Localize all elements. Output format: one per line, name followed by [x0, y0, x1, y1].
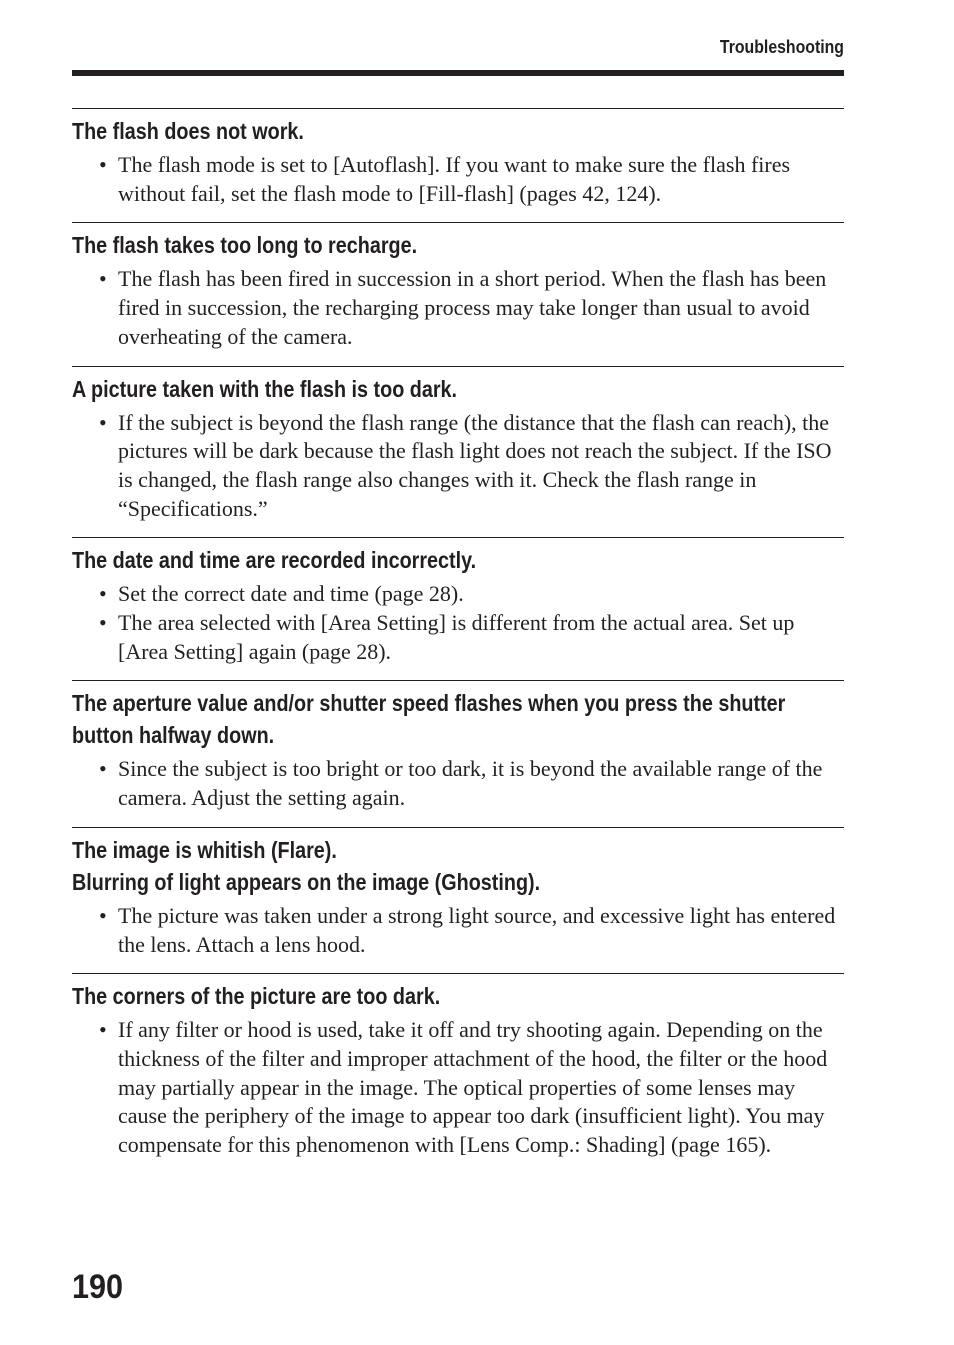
bullet-list	[72, 902, 844, 959]
trouble-section	[72, 680, 844, 812]
trouble-section	[72, 827, 844, 959]
section-heading	[72, 834, 842, 898]
bullet-item: • The picture was taken under a strong light source, and excessive light has entered the lens. Attach a lens hood.	[118, 902, 844, 959]
bullet-list	[72, 151, 844, 208]
trouble-section	[72, 222, 844, 351]
bullet-item: • Since the subject is too bright or too dark, it is beyond the available range of the camera. Adjust the setting again.	[118, 755, 844, 812]
bullet-item: • If the subject is beyond the flash range (the distance that the flash can reach), the pictures will be dark because the flash light does not reach the subject. If the ISO is changed, the flash range also changes with it. Check the flash range in “Specifications.”	[118, 409, 844, 524]
heading-line: A picture taken with the flash is too dark.	[72, 375, 458, 402]
bullet-list	[72, 1016, 844, 1160]
bullet-list	[72, 409, 844, 524]
bullet-item: • The flash mode is set to [Autoflash]. If you want to make sure the flash fires without fail, set the flash mode to [Fill-flash] (pages 42, 124).	[118, 151, 844, 208]
bullet-item: • The flash has been fired in succession in a short period. When the flash has been fired in succession, the recharging process may take longer than usual to avoid overheating of the camera.	[118, 265, 844, 351]
heading-line: The corners of the picture are too dark.	[72, 983, 441, 1010]
bullet-list	[72, 580, 844, 666]
heading-line: The aperture value and/or shutter speed flashes when you press the shutter button halfway down.	[72, 690, 786, 749]
section-heading	[72, 980, 842, 1012]
page-number: 190	[72, 1268, 124, 1306]
bullet-list	[72, 265, 844, 351]
bullet-item: • If any filter or hood is used, take it off and try shooting again. Depending on the thickness of the filter and improper attachment of the hood, the filter or the hood may partially appear in the image. The optical properties of some lenses may cause the periphery of the image to appear too dark (insufficient light). You may compensate for this phenomenon with [Lens Comp.: Shading] (page 165).	[118, 1016, 844, 1160]
bullet-list	[72, 755, 844, 812]
heading-line: The flash does not work.	[72, 118, 304, 144]
section-heading	[72, 373, 842, 405]
heading-line: Blurring of light appears on the image (Ghosting).	[72, 868, 541, 895]
heading-line: The flash takes too long to recharge.	[72, 232, 418, 259]
trouble-section	[72, 366, 844, 524]
trouble-section	[72, 973, 844, 1160]
trouble-section	[72, 537, 844, 666]
troubleshooting-content	[72, 108, 844, 1174]
bullet-item: • The area selected with [Area Setting] is different from the actual area. Set up [Area Setting] again (page 28).	[118, 609, 844, 666]
section-label: Troubleshooting	[719, 37, 844, 57]
heading-line: The date and time are recorded incorrectly.	[72, 547, 477, 574]
section-heading	[72, 687, 842, 751]
trouble-section	[72, 108, 844, 208]
section-heading	[72, 229, 842, 261]
section-heading	[72, 115, 842, 147]
section-heading	[72, 544, 842, 576]
bullet-item: • Set the correct date and time (page 28).	[118, 580, 844, 609]
heading-line: The image is whitish (Flare).	[72, 836, 337, 863]
header-rule	[72, 70, 844, 76]
